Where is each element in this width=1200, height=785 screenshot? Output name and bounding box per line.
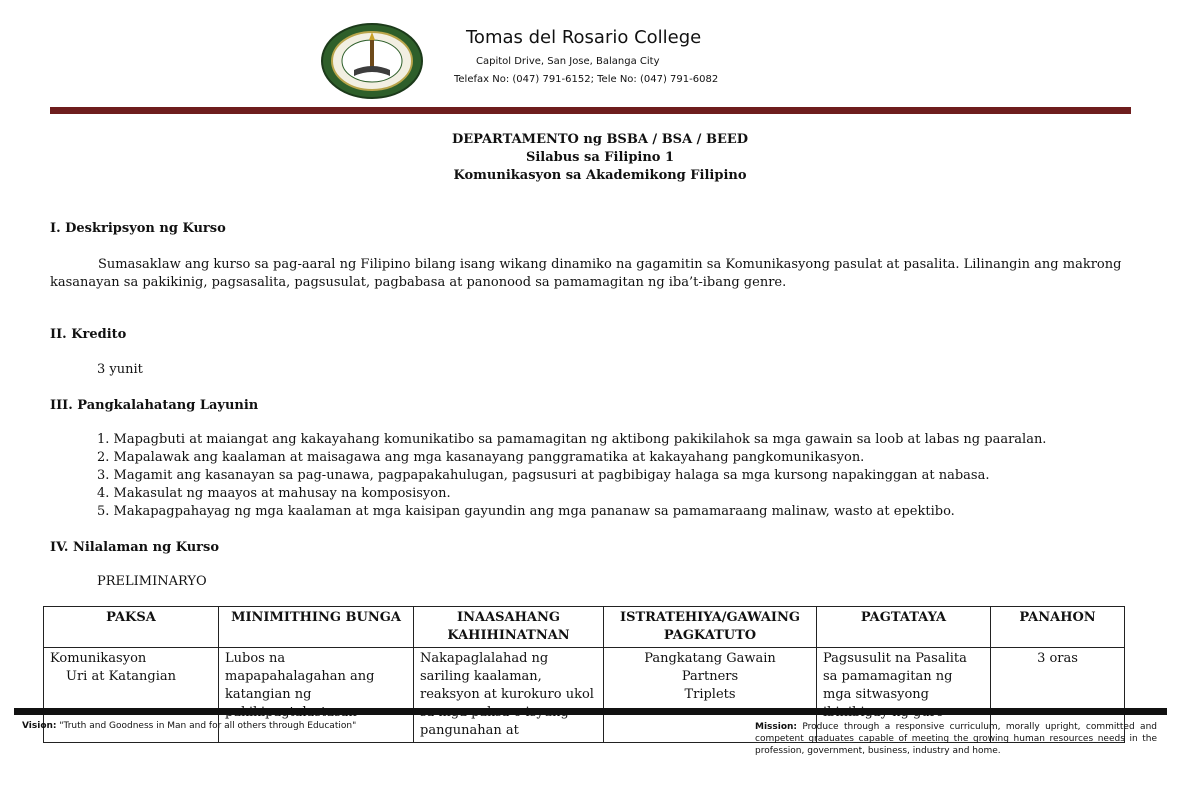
course-description: Sumasaklaw ang kurso sa pag-aaral ng Filipino bilang isang wikang dinamiko na gagamitin sa Komunikasyong pasulat at pasalita. Lilinangin ang makrong kasanayan sa pakikinig, pagsasalita, pagsusulat, pagbabasa at panonood sa pamamagitan ng iba’t-ibang genre. [50, 257, 1122, 290]
department-title: DEPARTAMENTO ng BSBA / BSA / BEED [451, 132, 749, 147]
vision-text: "Truth and Goodness in Man and for all others through Education" [59, 721, 357, 731]
column-header: PANAHON [991, 607, 1125, 648]
vision-label: Vision: [22, 721, 57, 731]
column-header: INAASAHANG KAHIHINATNAN [414, 607, 604, 648]
strategy-item: Partners [681, 669, 739, 684]
college-address: Capitol Drive, San Jose, Balanga City [476, 56, 660, 67]
objectives-list [97, 431, 1046, 521]
paksa-sub: Uri at Katangian [66, 669, 176, 684]
vision-statement [22, 721, 356, 731]
mission-label: Mission: [755, 722, 798, 732]
column-header: ISTRATEHIYA/GAWAING PAGKATUTO [604, 607, 817, 648]
college-seal-logo [320, 22, 424, 100]
college-contact: Telefax No: (047) 791-6152; Tele No: (047) 791-6082 [454, 74, 719, 85]
footer-divider [14, 708, 1167, 715]
credit-value: 3 yunit [97, 362, 143, 377]
objective-item: 5. Makapagpahayag ng mga kaalaman at mga kaisipan gayundin ang mga pananaw sa pamamaraang malinaw, wasto at epektibo. [97, 504, 955, 519]
cell-pagtataya: Pagsusulit na Pasalita sa pamamagitan ng mga sitwasyong [817, 648, 991, 743]
cell-kahihinatnan: Nakapaglalahad ng sariling kaalaman, reaksyon at kurokuro ukol pangunahan at [414, 648, 604, 743]
mission-statement [755, 721, 1157, 757]
syllabus-title: Silabus sa Filipino 1 [525, 150, 675, 165]
header-divider [50, 107, 1131, 114]
objective-item: 4. Makasulat ng maayos at mahusay na komposisyon. [97, 486, 451, 501]
cell-bunga: Lubos na mapapahalagahan ang katangian ng [219, 648, 414, 743]
table-header-row [44, 607, 1125, 648]
section-heading-description: I. Deskripsyon ng Kurso [50, 221, 226, 236]
college-name: Tomas del Rosario College [466, 27, 702, 48]
objective-item: 1. Mapagbuti at maiangat ang kakayahang komunikatibo sa pamamagitan ng aktibong pakikilahok sa mga gawain sa loob at labas ng paaralan. [97, 432, 1047, 447]
mission-text: Produce through a responsive curriculum, morally upright, committed and competent graduates capable of meeting the growing human resources needs in the profession, government, business, industry and home. [755, 722, 1157, 756]
objective-item: 2. Mapalawak ang kaalaman at maisagawa ang mga kasanayang panggramatika at kakayahang pangkomunikasyon. [97, 450, 865, 465]
column-header: PAGTATAYA [817, 607, 991, 648]
objective-item: 3. Magamit ang kasanayan sa pag-unawa, pagpapakahulugan, pagsusuri at pagbibigay halaga sa mga kursong napakinggan at nabasa. [97, 468, 990, 483]
column-header: PAKSA [44, 607, 219, 648]
cell-panahon: 3 oras [991, 648, 1125, 743]
section-heading-content: IV. Nilalaman ng Kurso [50, 540, 220, 555]
section-heading-credits: II. Kredito [50, 327, 127, 342]
strategy-item: Pangkatang Gawain [644, 651, 776, 666]
paksa-main: Komunikasyon [50, 651, 147, 666]
section-heading-objectives: III. Pangkalahatang Layunin [50, 398, 259, 413]
strategy-item: Triplets [684, 687, 736, 702]
course-title: Komunikasyon sa Akademikong Filipino [453, 168, 747, 183]
column-header: MINIMITHING BUNGA [219, 607, 414, 648]
term-label: PRELIMINARYO [97, 574, 207, 589]
